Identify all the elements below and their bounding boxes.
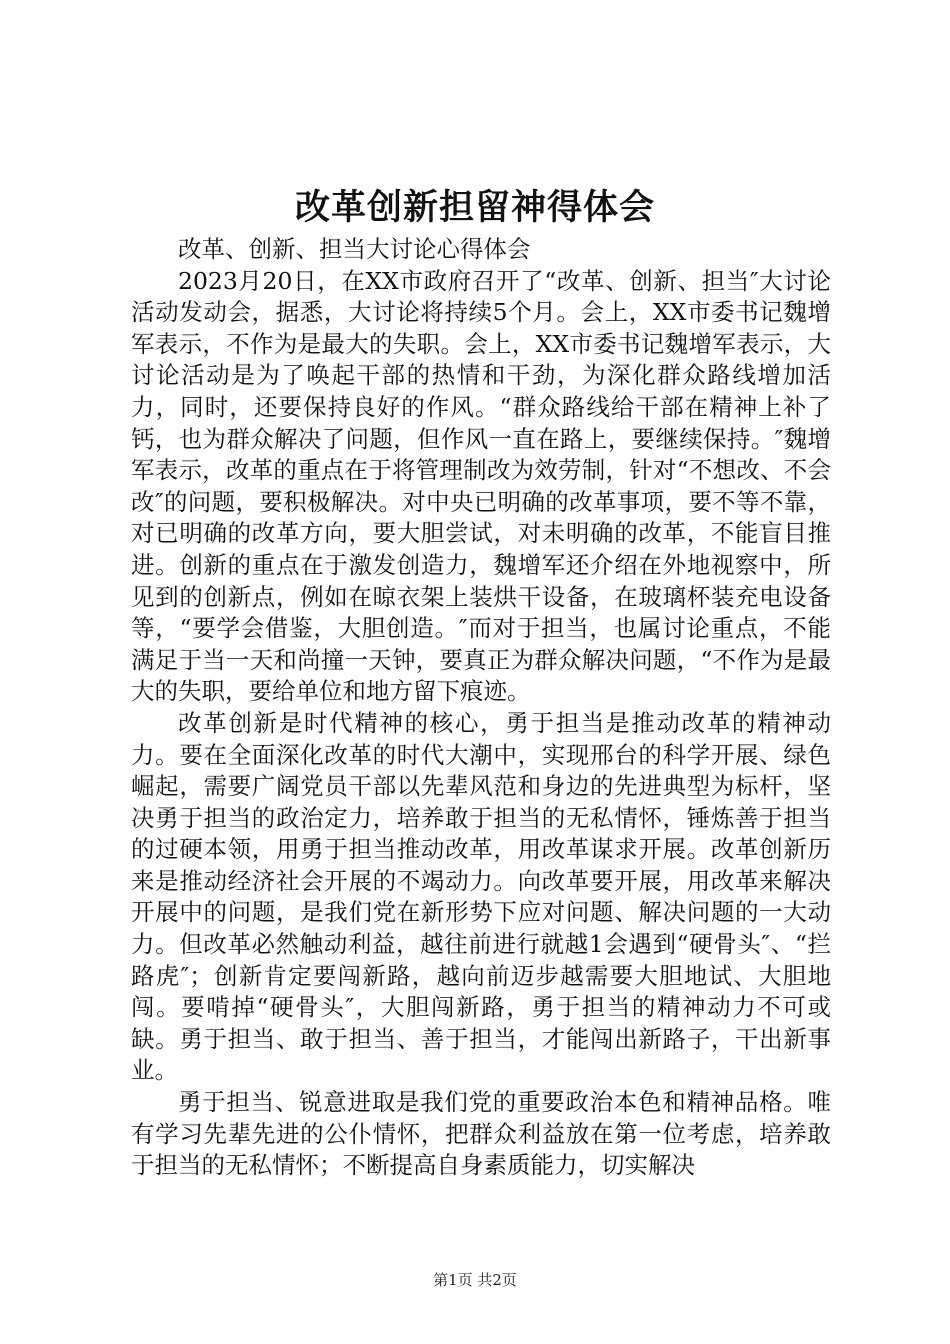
page-footer: 第1页 共2页 <box>433 1271 517 1289</box>
paragraph-1: 2023月20日，在XX市政府召开了“改革、创新、担当″大讨论活动发动会，据悉，大讨论将持续5个月。会上，XX市委书记魏增军表示，不作为是最大的失职。会上，XX市委书记魏增军表示，大讨论活动是为了唤起干部的热情和干劲，为深化群众路线增加活力，同时，还要保持良好的作风。“群众路线给干部在精神上补了钙，也为群众解决了问题，但作风一直在路上，要继续保持。″魏增军表示，改革的重点在于将管理制改为效劳制，针对“不想改、不会改″的问题，要积极解决。对中央已明确的改革事项，要不等不靠，对已明确的改革方向，要大胆尝试，对未明确的改革，不能盲目推进。创新的重点在于激发创造力，魏增军还介绍在外地视察中，所见到的创新点，例如在晾衣架上装烘干设备，在玻璃杯装充电设备等，“要学会借鉴，大胆创造。″而对于担当，也属讨论重点，不能满足于当一天和尚撞一天钟，要真正为群众解决问题，“不作为是最大的失职，要给单位和地方留下痕迹。 <box>131 266 831 706</box>
document-body <box>131 234 831 1182</box>
paragraph-3: 勇于担当、锐意进取是我们党的重要政治本色和精神品格。唯有学习先辈先进的公仆情怀，把群众利益放在第一位考虑，培养敢于担当的无私情怀；不断提高自身素质能力，切实解决 <box>131 1088 831 1180</box>
paragraph-2: 改革创新是时代精神的核心，勇于担当是推动改革的精神动力。要在全面深化改革的时代大潮中，实现邢台的科学开展、绿色崛起，需要广阔党员干部以先辈风范和身边的先进典型为标杆，坚决勇于担当的政治定力，培养敢于担当的无私情怀，锤炼善于担当的过硬本领，用勇于担当推动改革，用改革谋求开展。改革创新历来是推动经济社会开展的不竭动力。向改革要开展，用改革来解决开展中的问题，是我们党在新形势下应对问题、解决问题的一大动力。但改革必然触动利益，越往前进行就越1会遇到“硬骨头″、“拦路虎″；创新肯定要闯新路，越向前迈步越需要大胆地试、大胆地闯。要啃掉“硬骨头″，大胆闯新路，勇于担当的精神动力不可或缺。勇于担当、敢于担当、善于担当，才能闯出新路子，干出新事业。 <box>131 708 831 1085</box>
paragraph-subtitle: 改革、创新、担当大讨论心得体会 <box>178 235 531 263</box>
document-title: 改革创新担留神得体会 <box>294 187 655 228</box>
